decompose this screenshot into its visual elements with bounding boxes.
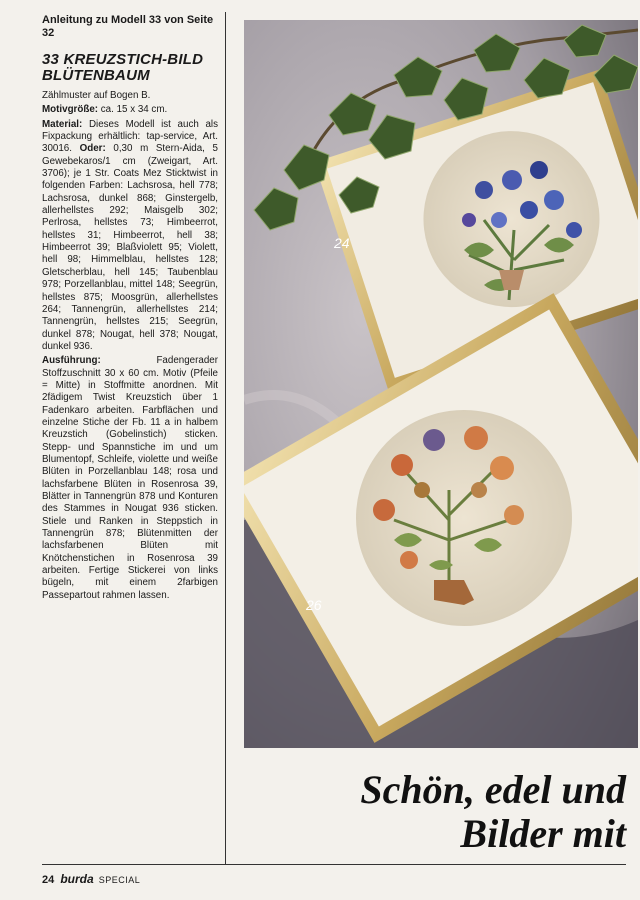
intro-text: Anleitung zu Modell 33 von Seite 32 <box>42 14 214 39</box>
footer-divider <box>42 864 626 865</box>
column-divider <box>225 12 226 864</box>
brand-logo: burda <box>60 872 94 886</box>
page-footer <box>42 872 140 886</box>
motif-size-value: ca. 15 x 34 cm. <box>98 104 168 116</box>
model-title: 33 KREUZSTICH-BILD BLÜTENBAUM <box>42 51 204 84</box>
photo-label-24: 24 <box>334 235 350 251</box>
headline <box>360 768 626 856</box>
embroidery-photo-illustration <box>244 20 638 748</box>
page-number: 24 <box>42 874 55 886</box>
material-label: Material: <box>42 118 83 130</box>
photo-label-26: 26 <box>306 597 322 613</box>
material-oder: Oder: <box>71 143 106 155</box>
instructions-column <box>42 14 218 604</box>
execution-text: Fadengerader Stoffzuschnitt 30 x 60 cm. Motiv (Pfeile = Mitte) in Stoffmitte anordnen. Mit 2fädigem Twist Kreuzstich über 1 Fadenkaro arbeiten. Farbflächen und einzelne Stiche der Fb. 11 a in halbem Kreuzstich (Gobelinstich) sticken. Stepp- und Spannstiche im und um Blumentopf, Schleife, violette und weiße Blüten in Porzellanblau 148; rosa und lachsfarbene Blüten in Rosenrosa 39, Blätter in Tannengrün 878 und Konturen des Stammes in Nougat 936 sticken. Stiele und Ranken in Steppstich in Tannengrün 878; Blütenmitten der lachsfarbenen Blüten mit Knötchenstichen in Rosenrosa 39 arbeiten. Fertige Stickerei von links bügeln, mit einem 2farbigen Passepartout rahmen lassen. <box>42 355 218 601</box>
material-text: Dieses Modell ist auch als Fixpackung erhältlich: tap-service, Art. 30016. <box>42 118 218 155</box>
material-paragraph <box>42 119 218 354</box>
edition-label: SPECIAL <box>98 875 141 885</box>
motif-size-label: Motivgröße: <box>42 104 99 116</box>
motif-size <box>42 104 218 116</box>
chart-note: Zählmuster auf Bogen B. <box>42 90 151 101</box>
embroidery-photo <box>244 20 638 748</box>
headline-line-2: Bilder mit <box>460 811 626 856</box>
execution-paragraph <box>42 355 218 602</box>
headline-line-1: Schön, edel und <box>360 767 626 812</box>
material-rest: 0,30 m Stern-Aida, 5 Gewebekaros/1 cm (Zweigart, Art. 3706); je 1 Str. Coats Mez Sticktwist in folgenden Farben: Lachsrosa, hell 778; Lachsrosa, dunkel 868; Ginstergelb, allerhellstes 292; Maisgelb 302; Perlrosa, hellstes 73; Himbeerrot, hellstes 31; Himbeerrot, hell 38; Himbeerrot 39; Blaßviolett 95; Violett, hell 98; Himmelblau, hellstes 128; Gletscherblau, hell 145; Taubenblau 978; Porzellanblau, mittel 148; Seegrün, hellstes 875; Moosgrün, allerhellstes 264; Tannengrün, allerhellstes 214; Tannengrün, hellstes 215; Seegrün, dunkel 878; Nougat, hell 378; Nougat, dunkel 936. <box>42 143 218 352</box>
execution-label: Ausführung: <box>42 355 101 367</box>
